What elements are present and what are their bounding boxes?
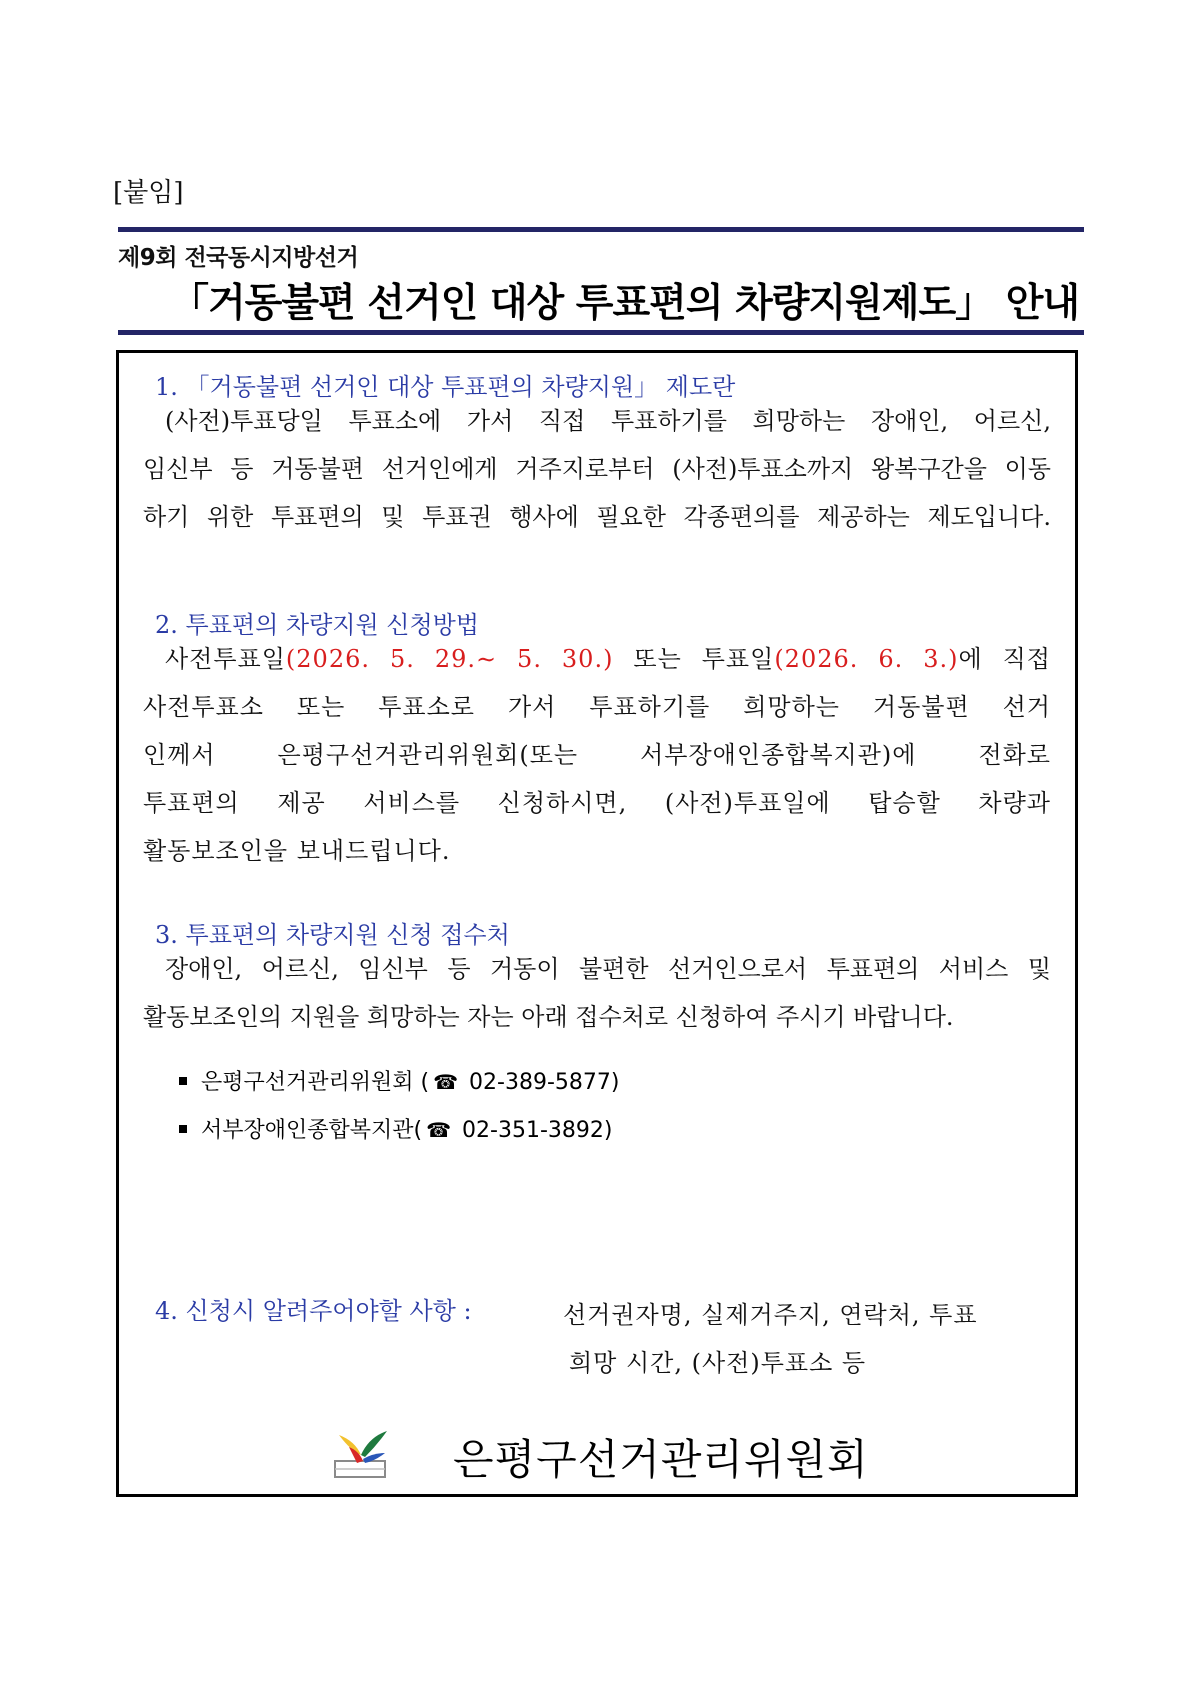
footer bbox=[329, 1423, 929, 1493]
section-4-heading-text: 4. 신청시 알려주어야할 사항 bbox=[155, 1297, 456, 1325]
section-4-colon: : bbox=[455, 1297, 472, 1325]
section-4-line: 선거권자명, 실제거주지, 연락처, 투표 bbox=[563, 1301, 978, 1329]
organization-name: 은평구선거관리위원회 bbox=[453, 1435, 869, 1484]
section-1-body bbox=[143, 397, 1051, 541]
section-1-line: (사전)투표당일 투표소에 가서 직접 투표하기를 희망하는 장애인, 어르신, bbox=[165, 407, 1051, 435]
early-voting-label: 사전투표일 bbox=[165, 645, 286, 673]
document-title: 「거동불편 선거인 대상 투표편의 차량지원제도」 안내 bbox=[170, 281, 1080, 326]
header-rule-top bbox=[118, 227, 1084, 232]
section-2-line: 사전투표소 또는 투표소로 가서 투표하기를 희망하는 거동불편 선거 bbox=[143, 693, 1051, 721]
contact-phone: 02-389-5877) bbox=[462, 1070, 620, 1095]
election-name: 제9회 전국동시지방선거 bbox=[118, 245, 359, 271]
bullet-icon bbox=[179, 1125, 187, 1133]
section-2-line: 인께서 은평구선거관리위원회(또는 서부장애인종합복지관)에 전화로 bbox=[143, 741, 1051, 769]
contact-name: 은평구선거관리위원회 ( bbox=[201, 1070, 430, 1095]
header-rule-bottom bbox=[118, 330, 1084, 335]
section-2-line: 활동보조인을 보내드립니다. bbox=[143, 837, 451, 865]
section-4-line: 희망 시간, (사전)투표소 등 bbox=[569, 1349, 867, 1377]
contact-name: 서부장애인종합복지관( bbox=[201, 1118, 423, 1143]
attachment-label: [붙임] bbox=[113, 178, 184, 208]
first-line-tail: 에 직접 bbox=[958, 645, 1051, 673]
section-2-first-line bbox=[143, 635, 1051, 683]
section-3-heading: 3. 투표편의 차량지원 신청 접수처 bbox=[155, 921, 510, 949]
section-3-line: 장애인, 어르신, 임신부 등 거동이 불편한 선거인으로서 투표편의 서비스 및 bbox=[165, 955, 1051, 983]
section-2-body bbox=[143, 635, 1051, 875]
section-1-line: 임신부 등 거동불편 선거인에게 거주지로부터 (사전)투표소까지 왕복구간을 이동 bbox=[143, 455, 1051, 483]
section-2-line: 투표편의 제공 서비스를 신청하시면, (사전)투표일에 탑승할 차량과 bbox=[143, 789, 1051, 817]
section-3-body bbox=[143, 945, 1051, 1041]
section-1-heading: 1. 「거동불편 선거인 대상 투표편의 차량지원」 제도란 bbox=[155, 373, 736, 401]
section-1-line: 하기 위한 투표편의 및 투표권 행사에 필요한 각종편의를 제공하는 제도입니다. bbox=[143, 503, 1051, 531]
section-3-line: 활동보조인의 지원을 희망하는 자는 아래 접수처로 신청하여 주시기 바랍니다. bbox=[143, 1003, 954, 1031]
section-2-heading: 2. 투표편의 차량지원 신청방법 bbox=[155, 611, 479, 639]
contact-item bbox=[179, 1065, 619, 1096]
section-4-body bbox=[563, 1291, 1031, 1387]
phone-icon: ☎ bbox=[433, 1070, 459, 1094]
contact-phone: 02-351-3892) bbox=[455, 1118, 613, 1143]
phone-icon: ☎ bbox=[426, 1118, 452, 1142]
election-commission-logo-icon bbox=[329, 1425, 393, 1481]
section-4-heading bbox=[155, 1291, 472, 1326]
early-voting-dates: (2026. 5. 29.∼ 5. 30.) bbox=[285, 645, 614, 673]
election-day-date: (2026. 6. 3.) bbox=[774, 645, 959, 673]
election-day-label: 또는 투표일 bbox=[613, 645, 775, 673]
content-box bbox=[116, 350, 1078, 1497]
bullet-icon bbox=[179, 1077, 187, 1085]
contact-item bbox=[179, 1113, 612, 1144]
